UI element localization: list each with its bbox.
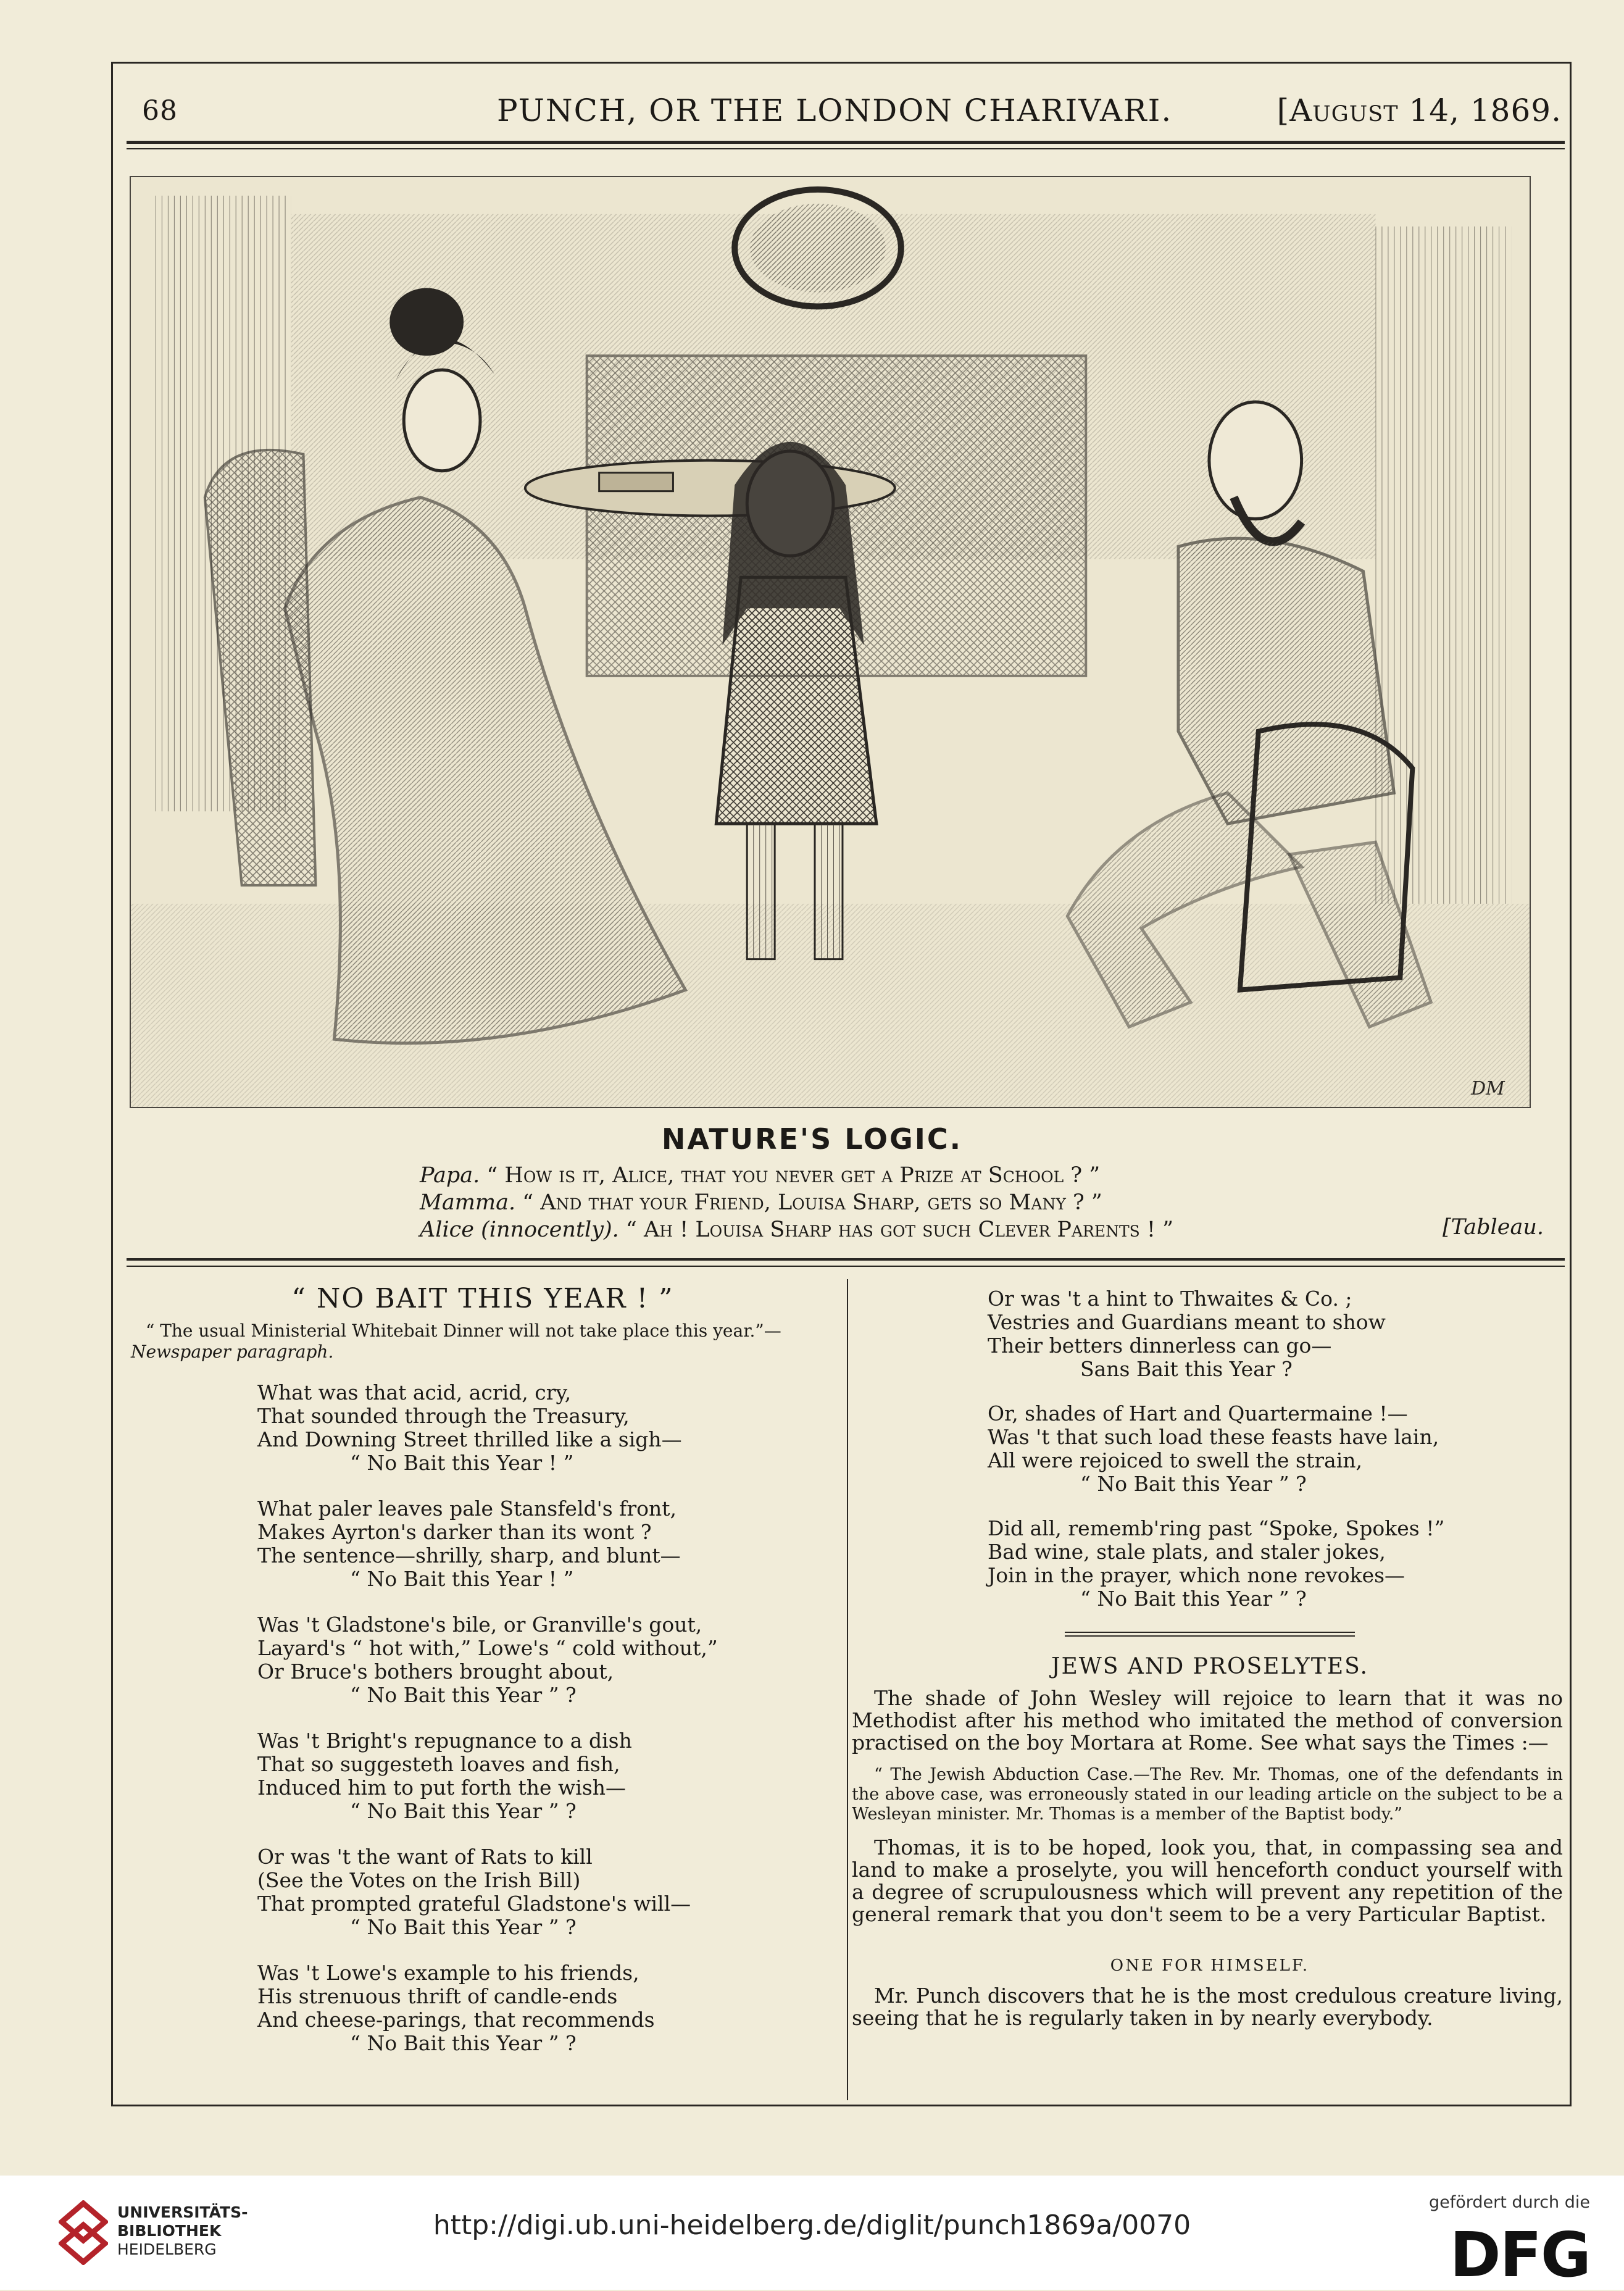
caption-text: “ Ah ! Louisa Sharp has got such Clever Parents ! ” — [625, 1217, 1173, 1242]
poem-line: The sentence—shrilly, sharp, and blunt— — [257, 1543, 681, 1567]
poem-line: (See the Votes on the Irish Bill) — [257, 1868, 581, 1892]
article-title: ONE FOR HIMSELF. — [1110, 1956, 1310, 1975]
caption-tag: [Tableau. — [1443, 1215, 1544, 1240]
issue-date: [August 14, 1869. — [1276, 93, 1562, 128]
poem-stanza — [988, 1402, 1568, 1496]
poem-line: And Downing Street thrilled like a sigh— — [257, 1427, 682, 1451]
caption-line-alice — [420, 1216, 1173, 1243]
poem-line: Or was 't the want of Rats to kill — [257, 1845, 593, 1869]
poem-refrain: “ No Bait this Year ” ? — [350, 2031, 577, 2055]
poem-line: All were rejoiced to swell the strain, — [988, 1448, 1362, 1472]
article-paragraph: The shade of John Wesley will rejoice to learn that it was no Methodist after his method who imitated the method of conversion practised on the boy Mortara at Rome. See what says the Times :— — [852, 1686, 1563, 1755]
caption-text: “ How is it, Alice, that you never get a Prize at School ? ” — [486, 1163, 1101, 1188]
column-right — [852, 1287, 1568, 2040]
epigraph-source: Newspaper paragraph. — [131, 1342, 334, 1362]
poem-line: That sounded through the Treasury, — [257, 1404, 630, 1428]
poem-line: Was 't that such load these feasts have lain, — [988, 1425, 1439, 1449]
masthead-title: PUNCH, OR THE LONDON CHARIVARI. — [497, 93, 1173, 128]
source-url-link[interactable]: http://digi.ub.uni-heidelberg.de/diglit/punch1869a/0070 — [433, 2210, 1191, 2241]
poem-line: And cheese-parings, that recommends — [257, 2008, 655, 2032]
poem-refrain: “ No Bait this Year ” ? — [350, 1915, 577, 1939]
speaker: Alice (innocently). — [420, 1217, 619, 1242]
poem-line: Vestries and Guardians meant to show — [988, 1310, 1386, 1334]
poem-line: Did all, rememb'ring past “Spoke, Spokes !” — [988, 1516, 1445, 1540]
poem-stanzas-right — [852, 1287, 1568, 1611]
poem-stanzas-left — [131, 1381, 835, 2055]
page-header — [142, 93, 1562, 136]
article-title: JEWS AND PROSELYTES. — [1051, 1654, 1368, 1679]
digitization-footer — [0, 2176, 1624, 2290]
poem-line: Bad wine, stale plats, and staler jokes, — [988, 1540, 1386, 1564]
section-rule-thin — [127, 1266, 1565, 1267]
funding-note: gefördert durch die — [1429, 2193, 1590, 2212]
poem-line: Induced him to put forth the wish— — [257, 1776, 627, 1800]
article-paragraph: Thomas, it is to be hoped, look you, that, in compassing sea and land to make a proselyte, you will henceforth conduct yourself with a degree of scrupulousness which will prevent any repetition of the general remark that you don't seem to be a very Particular Baptist. — [852, 1835, 1563, 1926]
poem-line: Or Bruce's bothers brought about, — [257, 1659, 614, 1684]
column-divider — [847, 1279, 848, 2100]
poem-stanza — [257, 1845, 835, 1939]
speaker: Papa. — [420, 1163, 480, 1188]
epigraph-text: “ The usual Ministerial Whitebait Dinner will not take place this year.”— — [146, 1321, 781, 1341]
header-rule-thin — [127, 148, 1565, 149]
poem-line: Join in the prayer, which none revokes— — [988, 1563, 1405, 1587]
caption-text: “ And that your Friend, Louisa Sharp, gets so Many ? ” — [522, 1190, 1102, 1215]
separator-rule — [1065, 1632, 1355, 1633]
speaker: Mamma. — [420, 1190, 516, 1215]
engraving-image — [131, 177, 1530, 1107]
poem-stanza — [257, 1381, 835, 1475]
poem-line: Layard's “ hot with,” Lowe's “ cold without,” — [257, 1636, 718, 1660]
poem-refrain: “ No Bait this Year ” ? — [1080, 1587, 1307, 1611]
poem-line: What paler leaves pale Stansfeld's front, — [257, 1496, 677, 1521]
poem-refrain: “ No Bait this Year ! ” — [350, 1451, 574, 1475]
bottom-rule — [127, 2105, 1565, 2106]
cartoon-illustration — [130, 176, 1531, 1108]
poem-refrain: “ No Bait this Year ! ” — [350, 1567, 574, 1591]
poem-stanza — [257, 1497, 835, 1591]
poem-line: Their betters dinnerless can go— — [988, 1333, 1332, 1358]
quoted-notice: “ The Jewish Abduction Case.—The Rev. Mr. Thomas, one of the defendants in the above case, was erroneously stated in our leading article on the subject to be a Wesleyan minister. Mr. Thomas is a member of the Baptist body.” — [852, 1765, 1563, 1824]
poem-line: His strenuous thrift of candle-ends — [257, 1984, 618, 2008]
poem-refrain: “ No Bait this Year ” ? — [350, 1799, 577, 1823]
poem-stanza — [988, 1517, 1568, 1611]
article-paragraph: Mr. Punch discovers that he is the most credulous creature living, seeing that he is regularly taken in by nearly everybody. — [852, 1984, 1563, 2030]
poem-line: That prompted grateful Gladstone's will— — [257, 1892, 691, 1916]
poem-stanza — [988, 1287, 1568, 1381]
poem-line: That so suggesteth loaves and fish, — [257, 1752, 620, 1776]
separator-rule — [1065, 1635, 1355, 1637]
poem-stanza — [257, 1961, 835, 2055]
poem-line: Was 't Gladstone's bile, or Granville's gout, — [257, 1613, 702, 1637]
poem-stanza — [257, 1729, 835, 1823]
poem-refrain: “ No Bait this Year ” ? — [1080, 1472, 1307, 1496]
section-rule-thick — [127, 1258, 1565, 1261]
artist-signature: DM — [1471, 1078, 1505, 1100]
cartoon-title: NATURE'S LOGIC. — [661, 1122, 963, 1156]
column-left — [131, 1283, 835, 2077]
library-name: UNIVERSITÄTS- BIBLIOTHEK HEIDELBERG — [117, 2203, 248, 2258]
poem-refrain: Sans Bait this Year ? — [1080, 1357, 1293, 1381]
dfg-logo: DFG — [1449, 2219, 1590, 2291]
poem-line: Makes Ayrton's darker than its wont ? — [257, 1520, 652, 1544]
caption-line-papa — [420, 1162, 1100, 1189]
poem-refrain: “ No Bait this Year ” ? — [350, 1683, 577, 1707]
epigraph — [131, 1321, 822, 1362]
poem-line: Was 't Bright's repugnance to a dish — [257, 1729, 632, 1753]
page-number: 68 — [142, 95, 178, 127]
header-rule-thick — [127, 141, 1565, 144]
article-title: “ NO BAIT THIS YEAR ! ” — [291, 1283, 674, 1314]
poem-stanza — [257, 1613, 835, 1707]
poem-line: What was that acid, acrid, cry, — [257, 1380, 572, 1404]
poem-line: Or was 't a hint to Thwaites & Co. ; — [988, 1287, 1352, 1311]
caption-line-mamma — [420, 1189, 1102, 1216]
poem-line: Was 't Lowe's example to his friends, — [257, 1961, 639, 1985]
poem-line: Or, shades of Hart and Quartermaine !— — [988, 1401, 1408, 1425]
